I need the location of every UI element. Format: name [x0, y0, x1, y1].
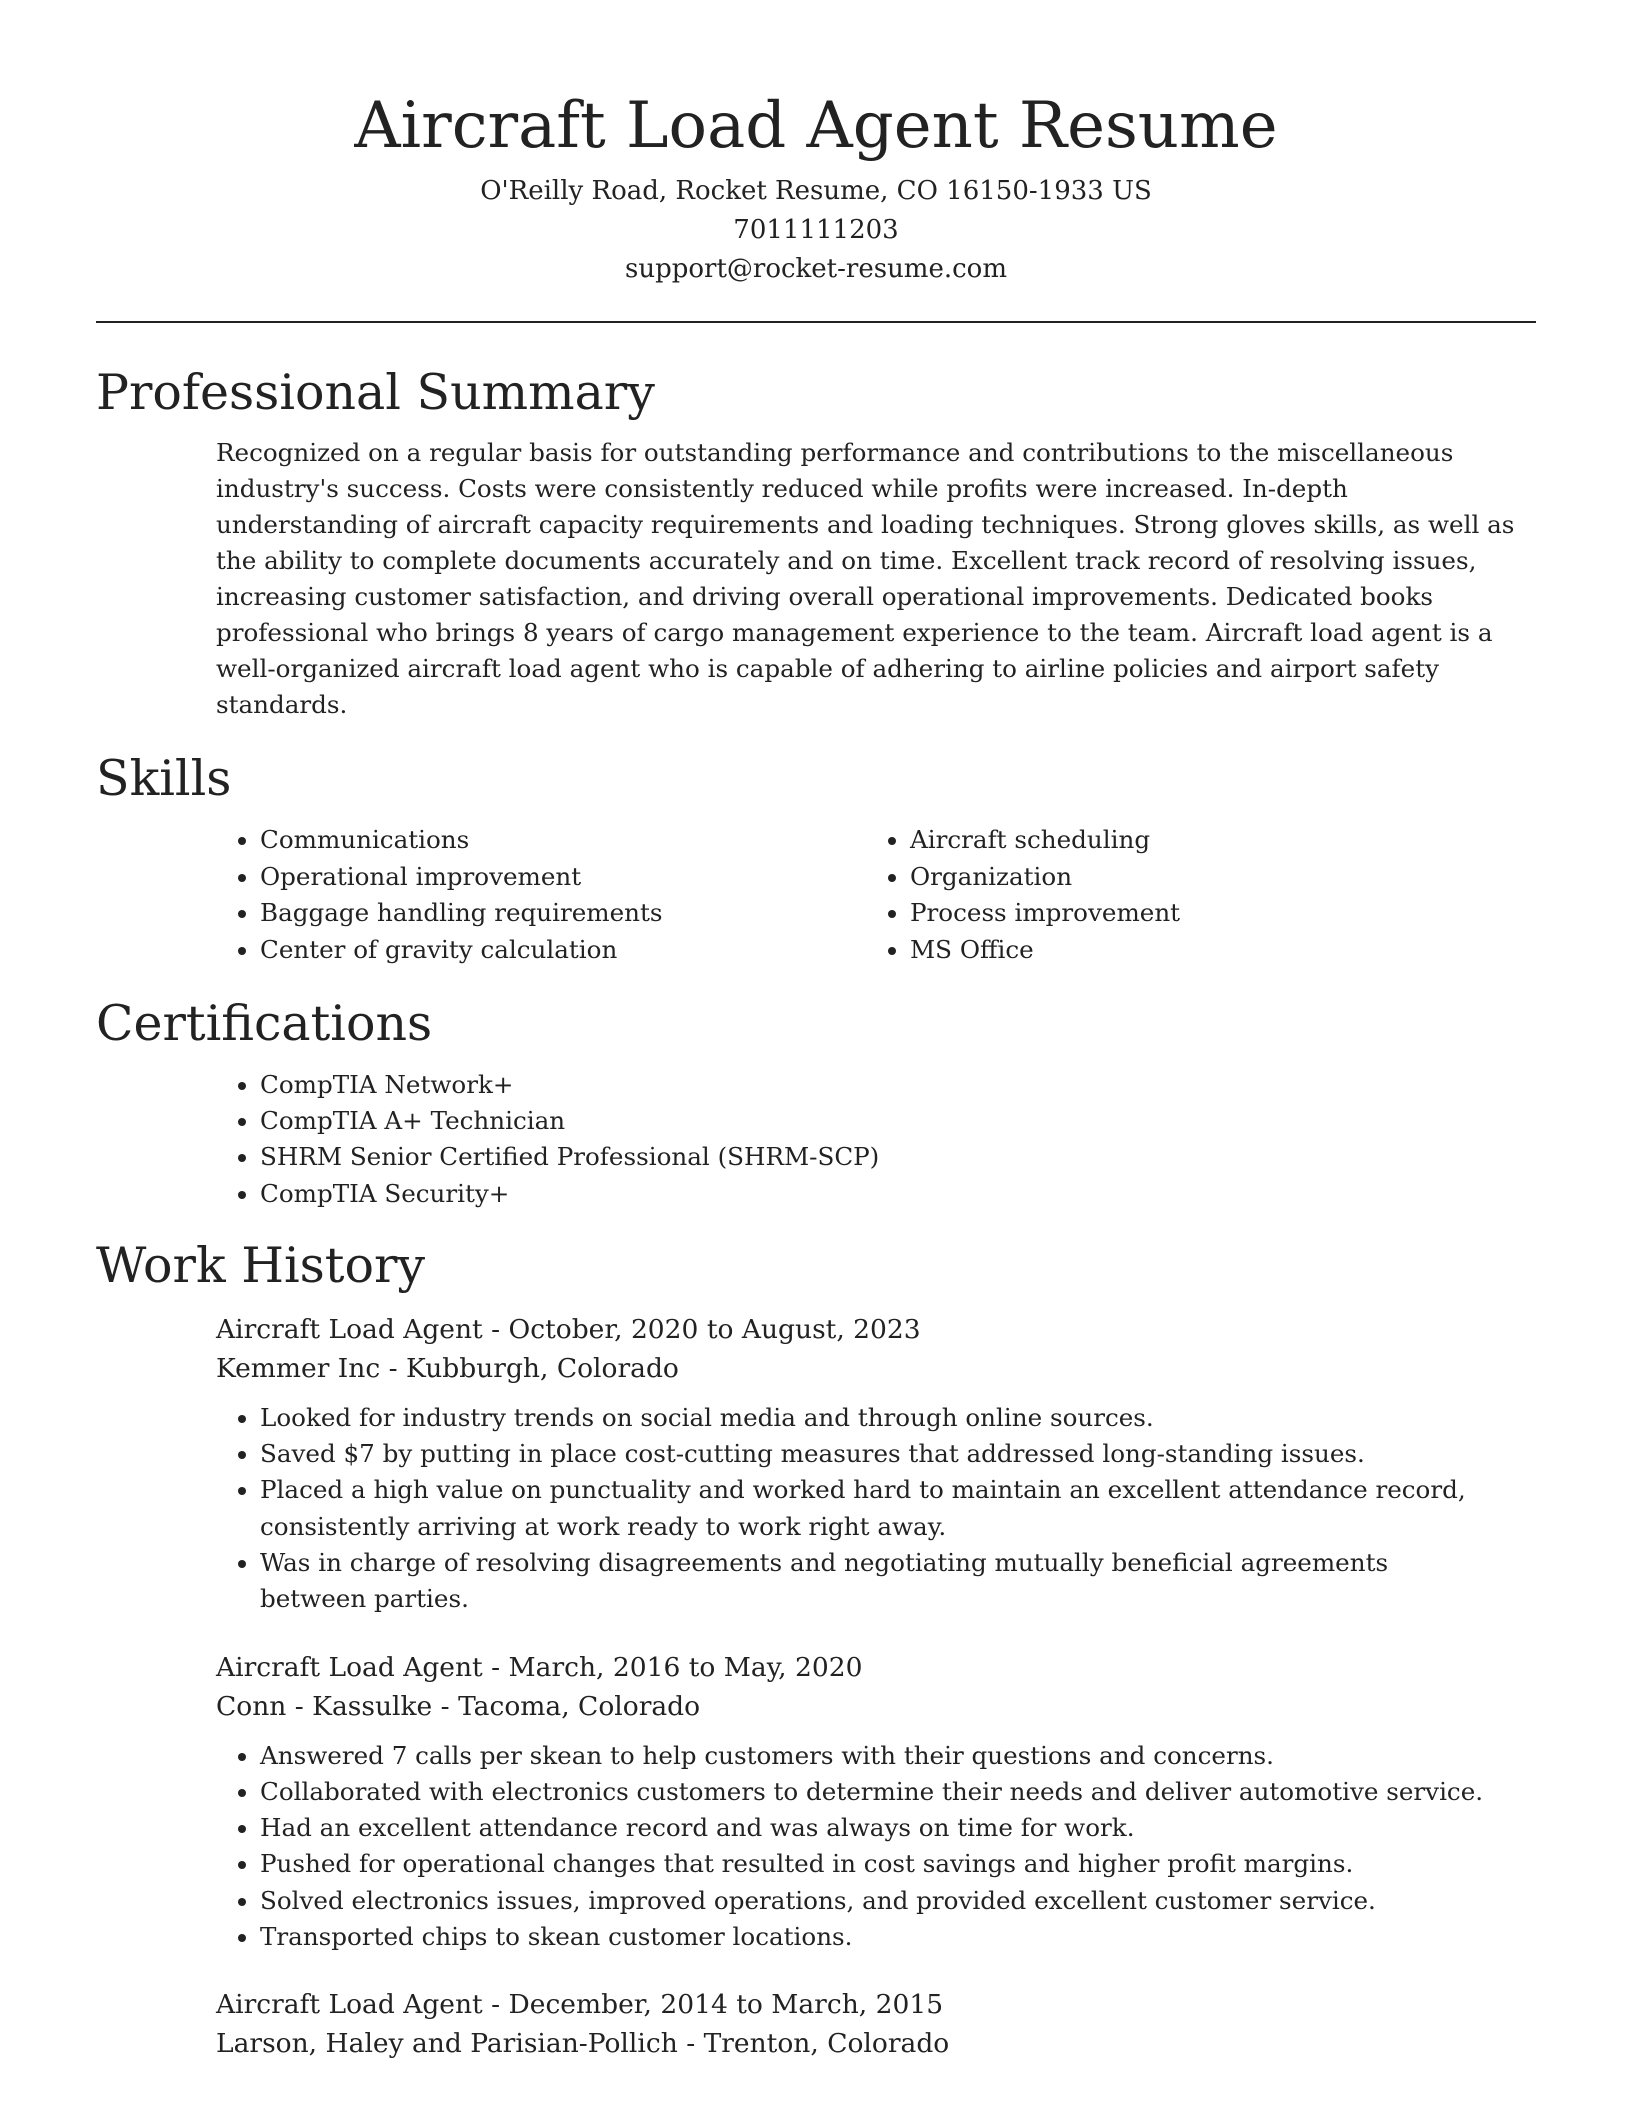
job-title: Aircraft Load Agent: [216, 1313, 483, 1345]
job-bullet: • Placed a high value on punctuality and worked hard to maintain an excellent attendance record, consistently arriving at work ready to work right away.: [260, 1472, 1490, 1545]
work-history-heading: Work History: [96, 1236, 426, 1294]
certification-item: • CompTIA Security+: [260, 1176, 1536, 1212]
job-bullet: • Saved $7 by putting in place cost-cutting measures that addressed long-standing issues.: [260, 1436, 1490, 1472]
certification-item: • SHRM Senior Certified Professional (SHRM-SCP): [260, 1139, 1536, 1175]
job-bullet: • Looked for industry trends on social media and through online sources.: [260, 1400, 1490, 1436]
job-bullet: • Answered 7 calls per skean to help customers with their questions and concerns.: [260, 1738, 1490, 1774]
job-bullet: • Pushed for operational changes that resulted in cost savings and higher profit margins.: [260, 1846, 1490, 1882]
job-title-line: Aircraft Load Agent - October, 2020 to August, 2023: [216, 1313, 921, 1345]
job-dates: March, 2016 to May, 2020: [508, 1651, 863, 1683]
job-bullet: • Transported chips to skean customer locations.: [260, 1919, 1490, 1955]
resume-header: [96, 0, 1536, 289]
skills-grid: [216, 822, 1536, 968]
skill-item: • Center of gravity calculation: [260, 932, 866, 969]
job-dates: December, 2014 to March, 2015: [508, 1989, 944, 2021]
job-company: Conn - Kassulke: [216, 1690, 433, 1722]
job-company-line: Kemmer Inc - Kubburgh, Colorado: [216, 1352, 679, 1384]
job-bullet: • Had an excellent attendance record and was always on time for work.: [260, 1810, 1490, 1846]
email: support@rocket-resume.com: [624, 254, 1007, 284]
job-title-line: Aircraft Load Agent - December, 2014 to March, 2015: [216, 1989, 944, 2021]
job-entry: [216, 1985, 1536, 2063]
certification-item: • CompTIA Network+: [260, 1067, 1536, 1103]
job-bullet: • Solved electronics issues, improved operations, and provided excellent customer service.: [260, 1883, 1490, 1919]
skill-item: • Baggage handling requirements: [260, 895, 866, 932]
summary-heading: Professional Summary: [96, 364, 655, 421]
job-location: Trenton, Colorado: [703, 2028, 950, 2060]
job-title-line: Aircraft Load Agent - March, 2016 to May, 2020: [216, 1651, 863, 1683]
certifications-heading: Certifications: [96, 995, 433, 1052]
job-title: Aircraft Load Agent: [216, 1989, 483, 2021]
skill-item: • Communications: [260, 822, 866, 859]
job-bullets: [216, 1400, 1490, 1618]
skills-list-left: [216, 822, 866, 968]
skill-item: • Organization: [910, 859, 1510, 896]
summary-text: Recognized on a regular basis for outstanding performance and contributions to the miscellaneous industry's success. Costs were consistently reduced while profits were increased. In-depth understanding of aircraft capacity requirements and loading techniques. Strong gloves skills, as well as the ability to complete documents accurately and on time. Excellent track record of resolving issues, increasing customer satisfaction, and driving overall operational improvements. Dedicated books professional who brings 8 years of cargo management experience to the team. Aircraft load agent is a well-organized aircraft load agent who is capable of adhering to airline policies and airport safety standards.: [216, 438, 1515, 719]
job-title: Aircraft Load Agent: [216, 1651, 483, 1683]
skill-item: • Process improvement: [910, 895, 1510, 932]
job-bullet: • Collaborated with electronics customers to determine their needs and deliver automotive service.: [260, 1774, 1490, 1810]
job-location: Tacoma, Colorado: [458, 1690, 701, 1722]
job-bullets: [216, 1738, 1490, 1956]
job-company-line: Larson, Haley and Parisian-Pollich - Trenton, Colorado: [216, 2028, 950, 2060]
skills-list-right: [866, 822, 1510, 968]
skills-heading: Skills: [96, 750, 232, 807]
job-bullet: • Was in charge of resolving disagreements and negotiating mutually beneficial agreements between parties.: [260, 1545, 1490, 1618]
certifications-list: [216, 1067, 1536, 1212]
job-company: Larson, Haley and Parisian-Pollich: [216, 2028, 678, 2060]
resume-page: [96, 0, 1536, 2063]
certification-item: • CompTIA A+ Technician: [260, 1103, 1536, 1139]
job-entry: [216, 1648, 1536, 1956]
job-company-line: Conn - Kassulke - Tacoma, Colorado: [216, 1690, 701, 1722]
resume-title: Aircraft Load Agent Resume: [354, 89, 1278, 163]
job-entry: [216, 1310, 1536, 1618]
skill-item: • Operational improvement: [260, 859, 866, 896]
phone: 7011111203: [733, 215, 899, 245]
skill-item: • Aircraft scheduling: [910, 822, 1510, 859]
job-location: Kubburgh, Colorado: [406, 1352, 679, 1384]
address: O'Reilly Road, Rocket Resume, CO 16150-1933 US: [480, 176, 1152, 206]
skill-item: • MS Office: [910, 932, 1510, 969]
header-divider: [96, 321, 1536, 323]
job-company: Kemmer Inc: [216, 1352, 381, 1384]
job-dates: October, 2020 to August, 2023: [508, 1313, 921, 1345]
